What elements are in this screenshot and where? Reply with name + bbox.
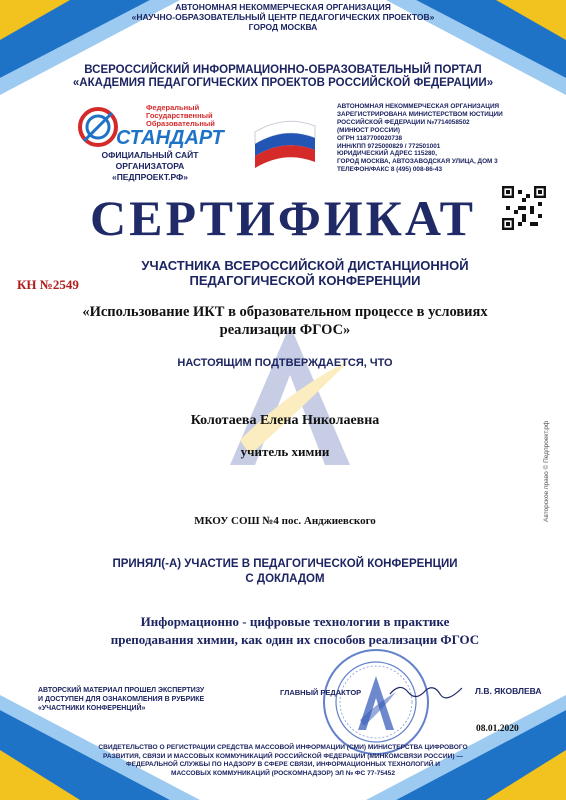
participant-school: МКОУ СОШ №4 пос. Анджиевского — [194, 515, 376, 527]
signature-icon — [388, 680, 468, 700]
confirmation-text: НАСТОЯЩИМ ПОДТВЕРЖДАЕТСЯ, ЧТО — [177, 357, 393, 369]
standard-logo-line: Государственный — [146, 111, 213, 120]
organization-header — [0, 2, 566, 32]
editor-title: ГЛАВНЫЙ РЕДАКТОР — [280, 688, 362, 697]
footer-line: СВИДЕТЕЛЬСТВО О РЕГИСТРАЦИИ СРЕДСТВА МАССОВОЙ ИНФОРМАЦИИ (СМИ) МИНИСТЕРСТВА ЦИФРОВОГО — [98, 744, 468, 751]
report-title — [60, 613, 530, 649]
footer-line: РАЗВИТИЯ, СВЯЗИ И МАССОВЫХ КОММУНИКАЦИЙ РОССИЙСКОЙ ФЕДЕРАЦИИ (МИНКОМСВЯЗИ РОССИИ) — — [103, 752, 463, 760]
org-detail-line: ИНН/КПП 9725000829 / 772501001 — [337, 142, 441, 150]
certificate-title: СЕРТИФИКАТ — [89, 190, 476, 246]
statement-line: С ДОКЛАДОМ — [245, 573, 325, 585]
report-line: Информационно - цифровые технологии в практике — [140, 614, 450, 629]
org-header-line: ГОРОД МОСКВА — [248, 22, 318, 32]
fgos-standard-logo — [76, 103, 226, 149]
certificate-subtitle — [60, 258, 550, 288]
org-detail-line: ТЕЛЕФОН/ФАКС 8 (495) 008-86-43 — [337, 166, 443, 174]
issue-date: 08.01.2020 — [476, 724, 519, 734]
portal-header-line: «АКАДЕМИЯ ПЕДАГОГИЧЕСКИХ ПРОЕКТОВ РОССИЙСКОЙ ФЕДЕРАЦИИ» — [72, 77, 494, 89]
participant-name: Колотаева Елена Николаевна — [190, 413, 380, 428]
org-detail-line: ЮРИДИЧЕСКИЙ АДРЕС 115280, — [337, 150, 437, 158]
expertise-line: И ДОСТУПЕН ДЛЯ ОЗНАКОМЛЕНИЯ В РУБРИКЕ — [38, 696, 205, 703]
footer-line: ФЕДЕРАЛЬНОЙ СЛУЖБЫ ПО НАДЗОРУ В СФЕРЕ СВЯЗИ, ИНФОРМАЦИОННЫХ ТЕХНОЛОГИЙ И — [125, 761, 441, 768]
org-detail-line: АВТОНОМНАЯ НЕКОММЕРЧЕСКАЯ ОРГАНИЗАЦИЯ — [337, 103, 500, 110]
conference-topic — [60, 303, 510, 339]
organizer-site — [70, 150, 230, 183]
expertise-line: АВТОРСКИЙ МАТЕРИАЛ ПРОШЕЛ ЭКСПЕРТИЗУ — [38, 687, 205, 694]
topic-line: «Использование ИКТ в образовательном процессе в условиях — [82, 304, 488, 320]
report-line: преподавания химии, как один их способов реализации ФГОС — [110, 632, 480, 647]
org-detail-line: РОССИЙСКОЙ ФЕДЕРАЦИИ №7714058502 — [337, 118, 470, 126]
organizer-line: «ПЕДПРОЕКТ.РФ» — [111, 172, 189, 182]
org-detail-line: ОГРН 1187700020738 — [337, 134, 403, 142]
portal-header-line: ВСЕРОССИЙСКИЙ ИНФОРМАЦИОННО-ОБРАЗОВАТЕЛЬНЫЙ ПОРТАЛ — [84, 64, 482, 76]
footer-line: МАССОВЫХ КОММУНИКАЦИЙ (РОСКОМНАДЗОР) ЭЛ № ФС 77-75452 — [170, 769, 396, 777]
org-header-line: «НАУЧНО-ОБРАЗОВАТЕЛЬНЫЙ ЦЕНТР ПЕДАГОГИЧЕСКИХ ПРОЕКТОВ» — [131, 12, 435, 22]
organizer-line: ОФИЦИАЛЬНЫЙ САЙТ — [101, 150, 199, 160]
media-registration-footer — [20, 744, 546, 778]
official-stamp-icon — [320, 646, 432, 758]
certificate-number: КН №2549 — [17, 277, 79, 292]
org-detail-line: ГОРОД МОСКВА, АВТОЗАВОДСКАЯ УЛИЦА, ДОМ 3 — [337, 158, 498, 166]
participant-position: учитель химии — [240, 444, 330, 459]
portal-header — [0, 64, 566, 90]
standard-logo-line: Федеральный — [146, 103, 200, 112]
org-header-line: АВТОНОМНАЯ НЕКОММЕРЧЕСКАЯ ОРГАНИЗАЦИЯ — [175, 2, 391, 12]
org-detail-line: ЗАРЕГИСТРИРОВАНА МИНИСТЕРСТВОМ ЮСТИЦИИ — [337, 110, 503, 118]
expertise-line: «УЧАСТНИКИ КОНФЕРЕНЦИЙ» — [38, 705, 146, 712]
copyright-text: Авторское право © Педпроект.рф — [543, 420, 550, 522]
topic-line: реализации ФГОС» — [219, 322, 351, 338]
russian-flag-icon — [250, 112, 320, 176]
statement-line: ПРИНЯЛ(-А) УЧАСТИЕ В ПЕДАГОГИЧЕСКОЙ КОНФЕРЕНЦИИ — [112, 558, 458, 570]
subtitle-line: ПЕДАГОГИЧЕСКОЙ КОНФЕРЕНЦИИ — [189, 273, 421, 288]
standard-logo-line: Образовательный — [146, 119, 215, 128]
organization-details — [337, 103, 527, 174]
expertise-note — [38, 686, 228, 713]
editor-name: Л.В. ЯКОВЛЕВА — [475, 686, 542, 696]
copyright-notice — [534, 372, 550, 522]
organizer-line: ОРГАНИЗАТОРА — [115, 161, 185, 171]
participation-statement — [60, 557, 510, 587]
org-detail-line: (МИНЮСТ РОССИИ) — [337, 126, 400, 134]
subtitle-line: УЧАСТНИКА ВСЕРОССИЙСКОЙ ДИСТАНЦИОННОЙ — [141, 258, 469, 273]
standard-logo-word: СТАНДАРТ — [116, 127, 224, 149]
